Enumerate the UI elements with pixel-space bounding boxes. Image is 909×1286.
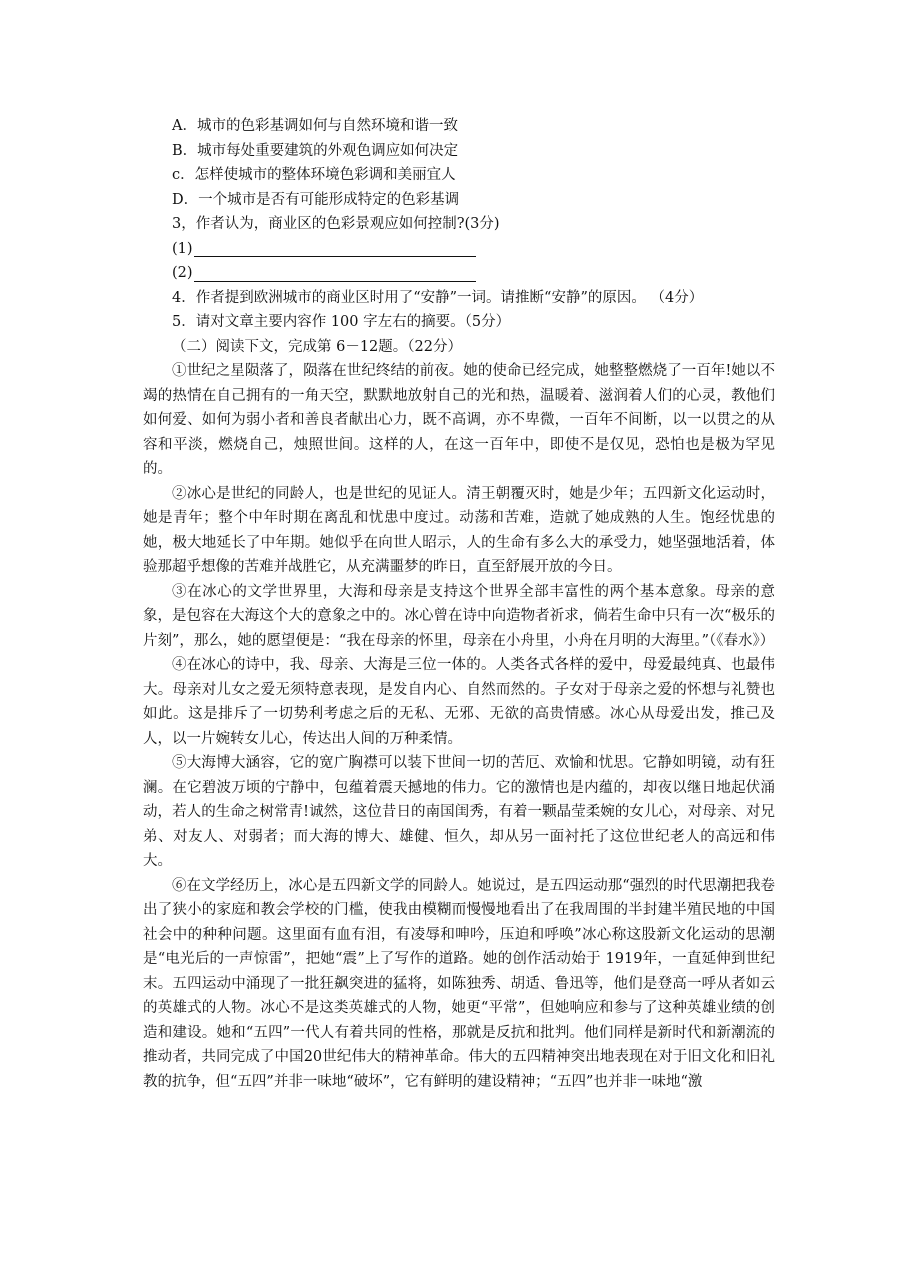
answer-blank-1[interactable] xyxy=(143,237,775,262)
paragraph-2: ②冰心是世纪的同龄人，也是世纪的见证人。清王朝覆灭时，她是少年；五四新文化运动时，她是青年；整个中年时期在离乱和忧患中度过。动荡和苦难，造就了她成熟的人生。饱经忧患的她，极大地延长了中年期。她似乎在向世人昭示，人的生命有多么大的承受力，她坚强地活着，体验那超乎想像的苦难并战胜它，从充满噩梦的昨日，直至舒展开放的今日。 xyxy=(143,485,775,575)
answer-blank-2[interactable] xyxy=(143,261,775,286)
question-5: 5．请对文章主要内容作 100 字左右的摘要。（5分） xyxy=(172,314,511,330)
section-heading: （二）阅读下文，完成第 6－12题。（22分） xyxy=(172,338,462,355)
blank-number: (1) xyxy=(172,240,193,257)
paragraph-1: ①世纪之星陨落了，陨落在世纪终结的前夜。她的使命已经完成，她整整燃烧了一百年!她以不竭的热情在自己拥有的一角天空，默默地放射自己的光和热，温暖着、滋润着人们的心灵，教他们如何爱、如何为弱小者和善良者献出心力，既不高调，亦不卑微，一百年不间断，以一以贯之的从容和平淡，燃烧自己，烛照世间。这样的人，在这一百年中，即使不是仅见，恐怕也是极为罕见的。 xyxy=(143,363,775,477)
blank-number: (2) xyxy=(172,265,193,281)
question-4: 4．作者提到欧洲城市的商业区时用了“安静”一词。请推断“安静”的原因。 （4分） xyxy=(172,289,704,306)
paragraph-5: ⑤大海博大涵容，它的宽广胸襟可以装下世间一切的苦厄、欢愉和忧思。它静如明镜，动有狂澜。在它碧波万顷的宁静中，包蕴着震天撼地的伟力。它的激情也是内蕴的，却夜以继日地起伏涌动，若人的生命之树常青!诚然，这位昔日的南国闺秀，有着一颗晶莹柔婉的女儿心，对母亲、对兄弟、对友人、对弱者；而大海的博大、雄健、恒久，却从另一面衬托了这位世纪老人的高远和伟大。 xyxy=(143,755,775,869)
answer-line[interactable] xyxy=(194,265,476,282)
paragraph-6: ⑥在文学经历上，冰心是五四新文学的同龄人。她说过，是五四运动那“强烈的时代思潮把我卷出了狭小的家庭和教会学校的门槛，使我由模糊而慢慢地看出了在我周围的半封建半殖民地的中国社会中的种种问题。这里面有血有泪，有凌辱和呻吟，压迫和呼唤”冰心称这股新文化运动的思潮是“电光后的一声惊雷”，把她“震”上了写作的道路。她的创作活动始于 1919年，一直延伸到世纪末。五四运动中涌现了一批狂飙突进的猛将，如陈独秀、胡适、鲁迅等，他们是登高一呼从者如云的英雄式的人物。冰心不是这类英雄式的人物，她更“平常”，但她响应和参与了这种英雄业绩的创造和建设。她和“五四”一代人有着共同的性格，那就是反抗和批判。他们同样是新时代和新潮流的推动者，共同完成了中国20世纪伟大的精神革命。伟大的五四精神突出地表现在对于旧文化和旧礼教的抗争，但“五四”并非一味地“破坏”，它有鲜明的建设精神；“五四”也并非一味地“激 xyxy=(143,877,775,1090)
paragraph-3: ③在冰心的文学世界里，大海和母亲是支持这个世界全部丰富性的两个基本意象。母亲的意象，是包容在大海这个大的意象之中的。冰心曾在诗中向造物者祈求，倘若生命中只有一次“极乐的片刻”，那么，她的愿望便是：“我在母亲的怀里，母亲在小舟里，小舟在月明的大海里。”（《春水》） xyxy=(143,583,775,649)
option-b: B．城市每处重要建筑的外观色调应如何决定 xyxy=(172,142,459,159)
option-c: c．怎样使城市的整体环境色彩调和美丽宜人 xyxy=(172,167,456,183)
answer-line[interactable] xyxy=(194,240,476,257)
option-d: D．一个城市是否有可能形成特定的色彩基调 xyxy=(172,191,460,208)
document-body xyxy=(143,114,775,1094)
question-3: 3，作者认为，商业区的色彩景观应如何控制?(3分) xyxy=(172,216,500,232)
option-a: A．城市的色彩基调如何与自然环境和谐一致 xyxy=(172,118,458,134)
paragraph-4: ④在冰心的诗中，我、母亲、大海是三位一体的。人类各式各样的爱中，母爱最纯真、也最伟大。母亲对儿女之爱无须特意表现，是发自内心、自然而然的。子女对于母亲之爱的怀想与礼赞也如此。这是排斥了一切势利考虑之后的无私、无邪、无欲的高贵情感。冰心从母爱出发，推己及人，以一片婉转女儿心，传达出人间的万种柔情。 xyxy=(143,657,775,747)
